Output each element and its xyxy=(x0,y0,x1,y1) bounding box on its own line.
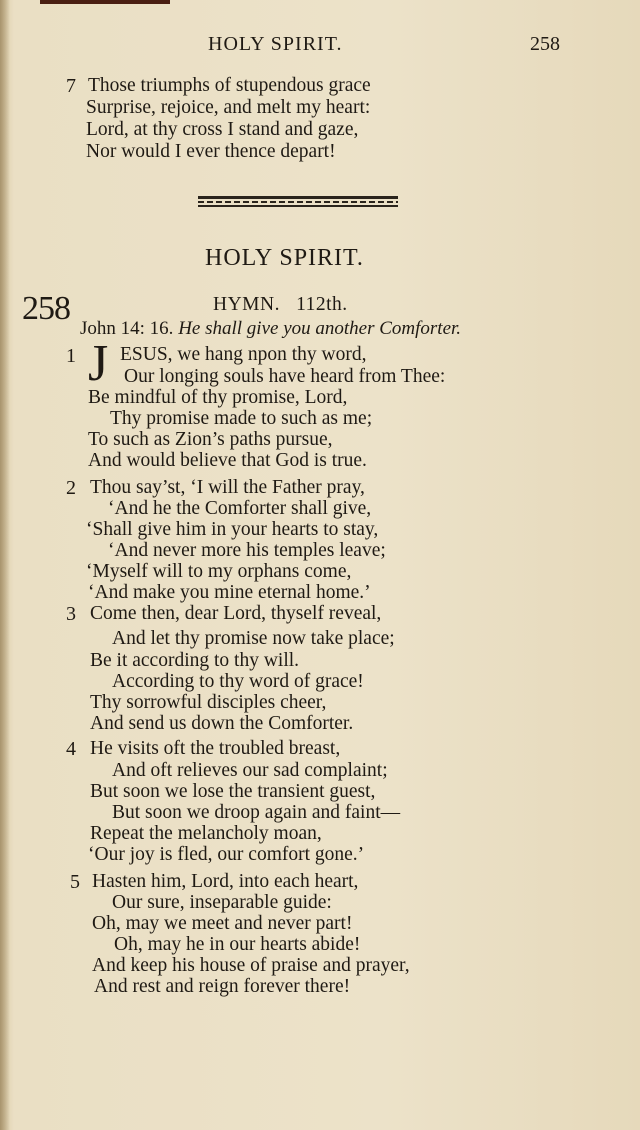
stanza-line: Oh, may we meet and never part! xyxy=(92,913,353,934)
stanza-line: And rest and reign forever there! xyxy=(94,976,351,997)
stanza-line: Lord, at thy cross I stand and gaze, xyxy=(86,119,359,140)
hymn-number: 258 xyxy=(22,290,70,327)
stanza-number: 5 xyxy=(70,871,80,893)
stanza-line: ‘And make you mine eternal home.’ xyxy=(88,582,371,603)
stanza-line: Be it according to thy will. xyxy=(90,650,300,671)
scripture-reference xyxy=(80,318,461,340)
running-title: HOLY SPIRIT. xyxy=(208,33,343,55)
stanza-number: 2 xyxy=(66,477,76,499)
section-title: HOLY SPIRIT. xyxy=(205,245,364,271)
stanza-number: 7 xyxy=(66,75,76,97)
stanza-line: And would believe that God is true. xyxy=(88,450,367,471)
scripture-citation: John 14: 16. xyxy=(80,318,174,339)
stanza-number: 3 xyxy=(66,603,76,625)
stanza-line: Those triumphs of stupendous grace xyxy=(88,75,371,96)
stanza-line: Thy sorrowful disciples cheer, xyxy=(90,692,327,713)
stanza-line: Our sure, inseparable guide: xyxy=(112,892,332,913)
stanza-line: ‘Myself will to my orphans come, xyxy=(86,561,352,582)
stanza-line: Our longing souls have heard from Thee: xyxy=(124,366,446,387)
stanza-line: According to thy word of grace! xyxy=(112,671,364,692)
stanza-line: But soon we lose the transient guest, xyxy=(90,781,376,802)
stanza-line: To such as Zion’s paths pursue, xyxy=(88,429,333,450)
page-number: 258 xyxy=(530,33,560,55)
stanza-line: Be mindful of thy promise, Lord, xyxy=(88,387,348,408)
stanza-line: But soon we droop again and faint— xyxy=(112,802,401,823)
stanza-line: And send us down the Comforter. xyxy=(90,713,354,734)
stanza-line: And keep his house of praise and prayer, xyxy=(92,955,410,976)
stanza-line: ‘Shall give him in your hearts to stay, xyxy=(86,519,379,540)
drop-cap: J xyxy=(88,335,109,392)
stanza-number: 4 xyxy=(66,738,76,760)
stanza-line: Repeat the melancholy moan, xyxy=(90,823,322,844)
stanza-line: Surprise, rejoice, and melt my heart: xyxy=(86,97,371,118)
stanza-line: ‘And he the Comforter shall give, xyxy=(108,498,372,519)
scripture-quote: He shall give you another Comforter. xyxy=(178,318,462,339)
stanza-line: And let thy promise now take place; xyxy=(112,628,395,649)
hymn-heading: HYMN. 112th. xyxy=(213,294,348,315)
stanza-line: Thou say’st, ‘I will the Father pray, xyxy=(90,477,365,498)
stanza-line: Hasten him, Lord, into each heart, xyxy=(92,871,359,892)
stanza-line: Nor would I ever thence depart! xyxy=(86,141,336,162)
section-divider xyxy=(198,196,398,208)
stanza-line: Thy promise made to such as me; xyxy=(110,408,373,429)
stanza-line: And oft relieves our sad complaint; xyxy=(112,760,388,781)
stanza-line: Oh, may he in our hearts abide! xyxy=(114,934,361,955)
stanza-line: ‘And never more his temples leave; xyxy=(108,540,386,561)
stanza-number: 1 xyxy=(66,345,76,367)
stanza-line: Come then, dear Lord, thyself reveal, xyxy=(90,603,382,624)
stanza-line: ESUS, we hang npon thy word, xyxy=(120,344,367,365)
page-top-edge xyxy=(40,0,170,4)
stanza-line: He visits oft the troubled breast, xyxy=(90,738,341,759)
stanza-line: ‘Our joy is fled, our comfort gone.’ xyxy=(88,844,365,865)
binding-shadow xyxy=(0,0,10,1130)
